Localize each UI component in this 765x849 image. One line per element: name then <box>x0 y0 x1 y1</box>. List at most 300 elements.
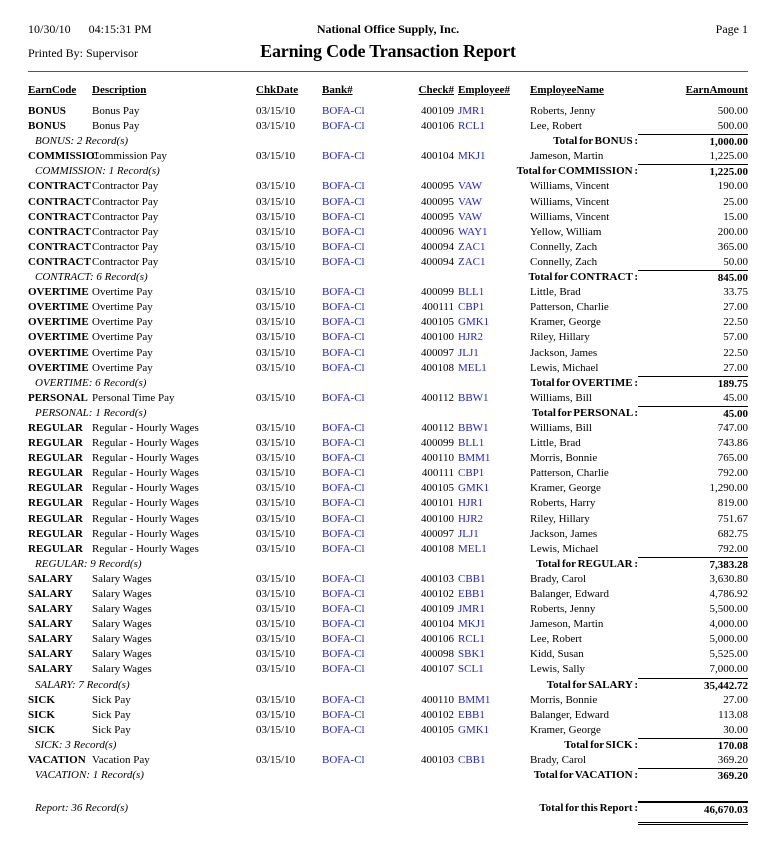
description-cell: Salary Wages <box>92 572 152 585</box>
earn-amount-cell: 369.20 <box>717 754 748 767</box>
chk-date-cell: 03/15/10 <box>256 633 296 646</box>
earn-amount-cell: 190.00 <box>717 180 748 193</box>
section-total-row <box>28 557 748 572</box>
earn-amount-cell: 4,000.00 <box>709 618 748 631</box>
check-number-cell: 400105 <box>421 316 454 329</box>
earn-code-cell: SALARY <box>28 572 73 585</box>
employee-link[interactable]: SBK1 <box>458 648 485 661</box>
earn-code-cell: CONTRACT <box>28 180 91 193</box>
earn-amount-cell: 57.00 <box>723 331 748 344</box>
employee-link[interactable]: GMK1 <box>458 316 490 329</box>
bank-link[interactable]: BOFA-Cl <box>322 421 365 434</box>
chk-date-cell: 03/15/10 <box>256 527 296 540</box>
description-cell: Bonus Pay <box>92 105 140 117</box>
chk-date-cell: 03/15/10 <box>256 255 296 268</box>
description-cell: Contractor Pay <box>92 255 159 268</box>
chk-date-cell: 03/15/10 <box>256 286 296 299</box>
section-total-label: Total for SICK : <box>564 738 638 751</box>
employee-link[interactable]: CBP1 <box>458 301 485 314</box>
print-date: 10/30/10 <box>28 22 71 36</box>
check-number-cell: 400111 <box>421 467 454 480</box>
section-record-count: REGULAR: 9 Record(s) <box>35 557 142 570</box>
transaction-row <box>28 662 748 677</box>
transaction-row <box>28 149 748 164</box>
bank-link[interactable]: BOFA-Cl <box>322 723 365 736</box>
employee-link[interactable]: BLL1 <box>458 437 485 450</box>
check-number-cell: 400101 <box>421 497 454 510</box>
employee-link[interactable]: MEL1 <box>458 361 487 374</box>
employee-link[interactable]: SCL1 <box>458 663 484 676</box>
employee-link[interactable]: EBB1 <box>458 708 485 721</box>
bank-link[interactable]: BOFA-Cl <box>322 572 365 585</box>
employee-link[interactable]: MKJ1 <box>458 150 486 163</box>
check-number-cell: 400104 <box>421 618 454 631</box>
earn-amount-cell: 4,786.92 <box>709 588 748 600</box>
employee-name-cell: Roberts, Jenny <box>530 105 596 117</box>
chk-date-cell: 03/15/10 <box>256 663 296 676</box>
description-cell: Regular - Hourly Wages <box>92 497 199 510</box>
employee-link[interactable]: BBW1 <box>458 391 489 404</box>
chk-date-cell: 03/15/10 <box>256 648 296 661</box>
section-record-count: BONUS: 2 Record(s) <box>35 135 129 148</box>
description-cell: Overtime Pay <box>92 301 153 314</box>
col-header-bank: Bank# <box>322 84 353 96</box>
chk-date-cell: 03/15/10 <box>256 497 296 510</box>
earn-code-cell: REGULAR <box>28 482 84 495</box>
employee-name-cell: Williams, Vincent <box>530 210 610 223</box>
chk-date-cell: 03/15/10 <box>256 482 296 495</box>
bank-link[interactable]: BOFA-Cl <box>322 467 365 480</box>
earn-code-cell: SALARY <box>28 618 73 631</box>
earn-code-cell: OVERTIME <box>28 316 89 329</box>
transaction-row <box>28 617 748 632</box>
description-cell: Salary Wages <box>92 603 152 616</box>
employee-name-cell: Kramer, George <box>530 316 601 329</box>
employee-link[interactable]: HJR2 <box>458 331 484 344</box>
chk-date-cell: 03/15/10 <box>256 708 296 721</box>
chk-date-cell: 03/15/10 <box>256 467 296 480</box>
section-total-label: Total for REGULAR : <box>536 557 638 570</box>
employee-link[interactable]: GMK1 <box>458 723 490 736</box>
section-total-amount: 170.08 <box>638 738 748 754</box>
chk-date-cell: 03/15/10 <box>256 512 296 525</box>
check-number-cell: 400112 <box>421 391 454 404</box>
transaction-row <box>28 587 748 602</box>
employee-name-cell: Brady, Carol <box>530 572 587 585</box>
header-divider <box>28 71 748 72</box>
description-cell: Regular - Hourly Wages <box>92 482 199 495</box>
chk-date-cell: 03/15/10 <box>256 331 296 344</box>
bank-link[interactable]: BOFA-Cl <box>322 301 365 314</box>
employee-name-cell: Williams, Vincent <box>530 180 610 193</box>
col-header-employeename: EmployeeName <box>530 84 604 96</box>
employee-link[interactable]: MKJ1 <box>458 618 486 631</box>
employee-name-cell: Lee, Robert <box>530 120 582 133</box>
col-header-employee: Employee# <box>458 84 510 96</box>
bank-link[interactable]: BOFA-Cl <box>322 648 365 661</box>
chk-date-cell: 03/15/10 <box>256 346 296 359</box>
employee-name-cell: Kramer, George <box>530 482 601 495</box>
employee-name-cell: Jameson, Martin <box>530 150 604 163</box>
check-number-cell: 400109 <box>421 603 454 616</box>
chk-date-cell: 03/15/10 <box>256 572 296 585</box>
employee-link[interactable]: WAY1 <box>458 225 488 238</box>
bank-link[interactable]: BOFA-Cl <box>322 588 365 600</box>
printed-by: Printed By: Supervisor <box>28 46 138 60</box>
earn-code-cell: REGULAR <box>28 452 84 465</box>
transaction-row <box>28 104 748 119</box>
earn-amount-cell: 765.00 <box>717 452 748 465</box>
section-total-amount: 35,442.72 <box>638 678 748 694</box>
bank-link[interactable]: BOFA-Cl <box>322 633 365 646</box>
check-number-cell: 400100 <box>421 331 454 344</box>
earn-code-cell: REGULAR <box>28 512 84 525</box>
section-record-count: SALARY: 7 Record(s) <box>35 678 130 691</box>
chk-date-cell: 03/15/10 <box>256 693 296 706</box>
chk-date-cell: 03/15/10 <box>256 542 296 555</box>
earn-code-cell: REGULAR <box>28 467 84 480</box>
earn-code-cell: REGULAR <box>28 421 84 434</box>
bank-link[interactable]: BOFA-Cl <box>322 331 365 344</box>
description-cell: Overtime Pay <box>92 286 153 299</box>
transaction-row <box>28 421 748 436</box>
earn-code-cell: BONUS <box>28 120 66 133</box>
chk-date-cell: 03/15/10 <box>256 452 296 465</box>
earn-amount-cell: 792.00 <box>717 542 748 555</box>
description-cell: Salary Wages <box>92 663 152 676</box>
bank-link[interactable]: BOFA-Cl <box>322 542 365 555</box>
earn-code-cell: OVERTIME <box>28 331 89 344</box>
bank-link[interactable]: BOFA-Cl <box>322 452 365 465</box>
employee-link[interactable]: VAW <box>458 210 482 223</box>
col-header-description: Description <box>92 84 147 96</box>
transaction-row <box>28 647 748 662</box>
earn-amount-cell: 50.00 <box>723 255 748 268</box>
description-cell: Overtime Pay <box>92 346 153 359</box>
transaction-row <box>28 300 748 315</box>
section-total-row <box>28 768 748 783</box>
earn-amount-cell: 45.00 <box>723 391 748 404</box>
bank-link[interactable]: BOFA-Cl <box>322 255 365 268</box>
bank-link[interactable]: BOFA-Cl <box>322 195 365 208</box>
earn-code-cell: OVERTIME <box>28 346 89 359</box>
section-total-amount: 845.00 <box>638 270 748 286</box>
employee-name-cell: Riley, Hillary <box>530 331 590 344</box>
section-total-row <box>28 738 748 753</box>
check-number-cell: 400110 <box>421 693 454 706</box>
employee-name-cell: Williams, Bill <box>530 391 592 404</box>
bank-link[interactable]: BOFA-Cl <box>322 225 365 238</box>
earn-amount-cell: 30.00 <box>723 723 748 736</box>
chk-date-cell: 03/15/10 <box>256 618 296 631</box>
section-total-amount: 1,225.00 <box>638 164 748 180</box>
earn-code-cell: SICK <box>28 708 55 721</box>
employee-link[interactable]: CBB1 <box>458 572 486 585</box>
check-number-cell: 400108 <box>421 542 454 555</box>
chk-date-cell: 03/15/10 <box>256 421 296 434</box>
earn-code-cell: SALARY <box>28 633 73 646</box>
section-total-label: Total for VACATION : <box>533 769 638 782</box>
earn-code-cell: OVERTIME <box>28 301 89 314</box>
bank-link[interactable]: BOFA-Cl <box>322 316 365 329</box>
transaction-row <box>28 195 748 210</box>
report-total-label: Total for this Report : <box>539 802 638 815</box>
section-total-label: Total for OVERTIME : <box>530 376 638 389</box>
employee-name-cell: Little, Brad <box>530 437 581 450</box>
transaction-row <box>28 542 748 557</box>
description-cell: Salary Wages <box>92 588 152 600</box>
bank-link[interactable]: BOFA-Cl <box>322 150 365 163</box>
earn-amount-cell: 3,630.80 <box>709 572 748 585</box>
earn-code-cell: BONUS <box>28 105 66 117</box>
earn-amount-cell: 27.00 <box>723 301 748 314</box>
employee-name-cell: Lewis, Sally <box>530 663 585 676</box>
bank-link[interactable]: BOFA-Cl <box>322 527 365 540</box>
employee-link[interactable]: MEL1 <box>458 542 487 555</box>
check-number-cell: 400112 <box>421 421 454 434</box>
employee-link[interactable]: BMM1 <box>458 452 491 465</box>
bank-link[interactable]: BOFA-Cl <box>322 497 365 510</box>
check-number-cell: 400103 <box>421 754 454 767</box>
employee-link[interactable]: VAW <box>458 180 482 193</box>
employee-name-cell: Lewis, Michael <box>530 361 599 374</box>
section-total-row <box>28 134 748 149</box>
chk-date-cell: 03/15/10 <box>256 195 296 208</box>
transaction-row <box>28 496 748 511</box>
chk-date-cell: 03/15/10 <box>256 437 296 450</box>
earn-code-cell: CONTRACT <box>28 225 91 238</box>
bank-link[interactable]: BOFA-Cl <box>322 180 365 193</box>
employee-link[interactable]: EBB1 <box>458 588 485 600</box>
check-number-cell: 400096 <box>421 225 454 238</box>
section-total-label: Total for SALARY : <box>546 678 638 691</box>
section-record-count: SICK: 3 Record(s) <box>35 738 117 751</box>
bank-link[interactable]: BOFA-Cl <box>322 120 365 133</box>
check-number-cell: 400102 <box>421 588 454 600</box>
bank-link[interactable]: BOFA-Cl <box>322 618 365 631</box>
description-cell: Overtime Pay <box>92 361 153 374</box>
earn-amount-cell: 22.50 <box>723 316 748 329</box>
description-cell: Personal Time Pay <box>92 391 175 404</box>
employee-link[interactable]: VAW <box>458 195 482 208</box>
earn-amount-cell: 7,000.00 <box>709 663 748 676</box>
check-number-cell: 400108 <box>421 361 454 374</box>
employee-name-cell: Patterson, Charlie <box>530 467 609 480</box>
transaction-row <box>28 436 748 451</box>
check-number-cell: 400095 <box>421 210 454 223</box>
employee-name-cell: Patterson, Charlie <box>530 301 609 314</box>
employee-link[interactable]: JLJ1 <box>458 527 479 540</box>
employee-link[interactable]: RCL1 <box>458 633 485 646</box>
bank-link[interactable]: BOFA-Cl <box>322 240 365 253</box>
earn-amount-cell: 500.00 <box>717 105 748 117</box>
bank-link[interactable]: BOFA-Cl <box>322 603 365 616</box>
chk-date-cell: 03/15/10 <box>256 361 296 374</box>
check-number-cell: 400099 <box>421 437 454 450</box>
earn-code-cell: OVERTIME <box>28 361 89 374</box>
earn-amount-cell: 743.86 <box>717 437 748 450</box>
check-number-cell: 400105 <box>421 723 454 736</box>
chk-date-cell: 03/15/10 <box>256 316 296 329</box>
description-cell: Regular - Hourly Wages <box>92 452 199 465</box>
transaction-row <box>28 210 748 225</box>
earn-code-cell: SALARY <box>28 648 73 661</box>
check-number-cell: 400104 <box>421 150 454 163</box>
section-record-count: OVERTIME: 6 Record(s) <box>35 376 147 389</box>
earn-amount-cell: 5,500.00 <box>709 603 748 616</box>
print-datetime <box>28 22 258 37</box>
description-cell: Contractor Pay <box>92 180 159 193</box>
bank-link[interactable]: BOFA-Cl <box>322 286 365 299</box>
earn-code-cell: REGULAR <box>28 437 84 450</box>
check-number-cell: 400095 <box>421 180 454 193</box>
employee-name-cell: Morris, Bonnie <box>530 452 598 465</box>
col-header-check: Check# <box>418 84 454 96</box>
bank-link[interactable]: BOFA-Cl <box>322 210 365 223</box>
transaction-row <box>28 512 748 527</box>
description-cell: Regular - Hourly Wages <box>92 527 199 540</box>
earn-code-cell: COMMISSIO! <box>28 150 99 163</box>
employee-link[interactable]: ZAC1 <box>458 240 486 253</box>
earn-amount-cell: 25.00 <box>723 195 748 208</box>
check-number-cell: 400102 <box>421 708 454 721</box>
employee-link[interactable]: RCL1 <box>458 120 485 133</box>
check-number-cell: 400103 <box>421 572 454 585</box>
employee-link[interactable]: BBW1 <box>458 421 489 434</box>
employee-link[interactable]: CBP1 <box>458 467 485 480</box>
earn-code-cell: SALARY <box>28 603 73 616</box>
bank-link[interactable]: BOFA-Cl <box>322 482 365 495</box>
check-number-cell: 400098 <box>421 648 454 661</box>
employee-link[interactable]: JMR1 <box>458 603 485 616</box>
bank-link[interactable]: BOFA-Cl <box>322 437 365 450</box>
earn-amount-cell: 682.75 <box>717 527 748 540</box>
earn-amount-cell: 1,290.00 <box>709 482 748 495</box>
col-header-earncode: EarnCode <box>28 84 77 96</box>
bank-link[interactable]: BOFA-Cl <box>322 105 365 117</box>
earn-amount-cell: 27.00 <box>723 361 748 374</box>
check-number-cell: 400100 <box>421 512 454 525</box>
section-total-amount: 189.75 <box>638 376 748 392</box>
description-cell: Salary Wages <box>92 618 152 631</box>
chk-date-cell: 03/15/10 <box>256 150 296 163</box>
chk-date-cell: 03/15/10 <box>256 301 296 314</box>
description-cell: Overtime Pay <box>92 331 153 344</box>
earn-amount-cell: 1,225.00 <box>709 150 748 163</box>
employee-name-cell: Morris, Bonnie <box>530 693 598 706</box>
bank-link[interactable]: BOFA-Cl <box>322 346 365 359</box>
chk-date-cell: 03/15/10 <box>256 120 296 133</box>
employee-link[interactable]: GMK1 <box>458 482 490 495</box>
company-name: National Office Supply, Inc. <box>316 22 460 36</box>
description-cell: Regular - Hourly Wages <box>92 467 199 480</box>
description-cell: Bonus Pay <box>92 120 140 133</box>
employee-link[interactable]: JMR1 <box>458 105 485 117</box>
section-total-row <box>28 406 748 421</box>
check-number-cell: 400095 <box>421 195 454 208</box>
transaction-row <box>28 391 748 406</box>
earn-code-cell: PERSONAL <box>28 391 88 404</box>
section-total-row <box>28 270 748 285</box>
report-body <box>28 104 748 825</box>
check-number-cell: 400097 <box>421 527 454 540</box>
earn-code-cell: SICK <box>28 723 55 736</box>
transaction-row <box>28 466 748 481</box>
transaction-row <box>28 527 748 542</box>
earn-amount-cell: 27.00 <box>723 693 748 706</box>
transaction-row <box>28 481 748 496</box>
transaction-row <box>28 285 748 300</box>
employee-link[interactable]: HJR2 <box>458 512 484 525</box>
employee-name-cell: Connelly, Zach <box>530 240 598 253</box>
earn-amount-cell: 500.00 <box>717 120 748 133</box>
bank-link[interactable]: BOFA-Cl <box>322 708 365 721</box>
employee-name-cell: Williams, Vincent <box>530 195 610 208</box>
check-number-cell: 400109 <box>421 105 454 117</box>
transaction-row <box>28 632 748 647</box>
employee-name-cell: Roberts, Jenny <box>530 603 596 616</box>
transaction-row <box>28 119 748 134</box>
transaction-row <box>28 723 748 738</box>
bank-link[interactable]: BOFA-Cl <box>322 693 365 706</box>
earn-amount-cell: 792.00 <box>717 467 748 480</box>
section-total-row <box>28 164 748 179</box>
employee-link[interactable]: BMM1 <box>458 693 491 706</box>
earn-amount-cell: 113.08 <box>718 708 748 721</box>
bank-link[interactable]: BOFA-Cl <box>322 512 365 525</box>
transaction-row <box>28 225 748 240</box>
employee-name-cell: Riley, Hillary <box>530 512 590 525</box>
description-cell: Vacation Pay <box>92 754 150 767</box>
chk-date-cell: 03/15/10 <box>256 603 296 616</box>
employee-name-cell: Lee, Robert <box>530 633 582 646</box>
check-number-cell: 400106 <box>421 633 454 646</box>
employee-name-cell: Balanger, Edward <box>530 708 609 721</box>
employee-link[interactable]: BLL1 <box>458 286 485 299</box>
section-record-count: CONTRACT: 6 Record(s) <box>35 271 148 284</box>
transaction-row <box>28 572 748 587</box>
employee-name-cell: Jackson, James <box>530 346 598 359</box>
col-header-earnamount: EarnAmount <box>685 84 748 96</box>
section-total-amount: 369.20 <box>638 768 748 784</box>
chk-date-cell: 03/15/10 <box>256 588 296 600</box>
transaction-row <box>28 240 748 255</box>
employee-link[interactable]: JLJ1 <box>458 346 479 359</box>
earn-code-cell: OVERTIME <box>28 286 89 299</box>
employee-name-cell: Little, Brad <box>530 286 581 299</box>
chk-date-cell: 03/15/10 <box>256 225 296 238</box>
transaction-row <box>28 708 748 723</box>
bank-link[interactable]: BOFA-Cl <box>322 754 365 767</box>
bank-link[interactable]: BOFA-Cl <box>322 361 365 374</box>
description-cell: Regular - Hourly Wages <box>92 542 199 555</box>
employee-link[interactable]: CBB1 <box>458 754 486 767</box>
check-number-cell: 400105 <box>421 482 454 495</box>
earn-amount-cell: 15.00 <box>723 210 748 223</box>
column-headers <box>28 84 748 101</box>
employee-link[interactable]: HJR1 <box>458 497 484 510</box>
bank-link[interactable]: BOFA-Cl <box>322 663 365 676</box>
check-number-cell: 400110 <box>421 452 454 465</box>
employee-link[interactable]: ZAC1 <box>458 255 486 268</box>
transaction-row <box>28 602 748 617</box>
transaction-row <box>28 315 748 330</box>
bank-link[interactable]: BOFA-Cl <box>322 391 365 404</box>
description-cell: Commission Pay <box>92 150 167 163</box>
employee-name-cell: Balanger, Edward <box>530 588 609 600</box>
section-total-amount: 45.00 <box>638 406 748 422</box>
chk-date-cell: 03/15/10 <box>256 210 296 223</box>
